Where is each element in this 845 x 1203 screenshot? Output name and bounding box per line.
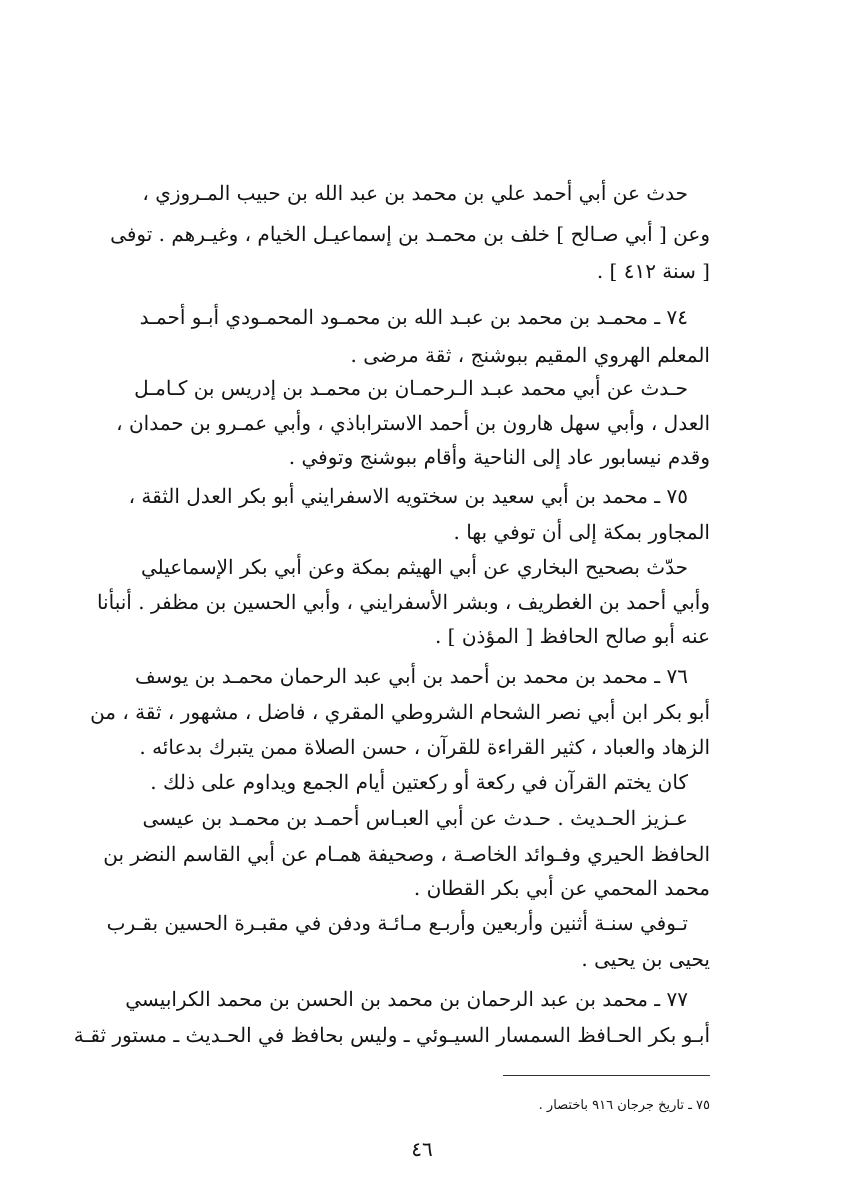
text-line: كان يختم القرآن في ركعة أو ركعتين أيام الجمع ويداوم على ذلك .: [150, 770, 688, 794]
text-line: وقدم نيسابور عاد إلى الناحية وأقام ببوشنج وتوفي .: [288, 445, 710, 469]
text-line: وأبي أحمد بن الغطريف ، وبشر الأسفرايني ، وأبي الحسين بن مظفر . أنبأنا: [96, 590, 710, 614]
text-line: تـوفي سنـة أثنين وأربعين وأربـع مـائـة ودفن في مقبـرة الحسين بقـرب: [106, 911, 688, 935]
footnote-divider: [503, 1075, 710, 1076]
text-line: [ سنة ٤١٢ ] .: [596, 259, 710, 283]
text-line: حـدث عن أبي محمد عبـد الـرحمـان بن محمـد بن إدريس بن كـامـل: [134, 376, 688, 400]
text-line: المعلم الهروي المقيم ببوشنج ، ثقة مرضى .: [350, 343, 710, 367]
text-line: الحافظ الحيري وفـوائد الخاصـة ، وصحيفة همـام عن أبي القاسم النضر بن: [103, 842, 710, 866]
entry-heading-77: ٧٧ ـ محمد بن عبد الرحمان بن محمد بن الحسن بن محمد الكرابيسي: [125, 987, 688, 1011]
text-line: أبو بكر ابن أبي نصر الشحام الشروطي المقري ، فاضل ، مشهور ، ثقة ، من: [90, 700, 710, 724]
text-line: المجاور بمكة إلى أن توفي بها .: [453, 520, 710, 544]
text-line: محمد المحمي عن أبي بكر القطان .: [413, 876, 710, 900]
text-line: يحيى بن يحيى .: [581, 947, 710, 971]
text-line: عـزيز الحـديث . حـدث عن أبي العبـاس أحمـد بن محمـد بن عيسى: [142, 806, 688, 830]
entry-heading-75: ٧٥ ـ محمد بن أبي سعيد بن سختويه الاسفرايني أبو بكر العدل الثقة ،: [128, 484, 688, 508]
text-line: حدّث بصحيح البخاري عن أبي الهيثم بمكة وعن أبي بكر الإسماعيلي: [140, 555, 688, 579]
text-line: الزهاد والعباد ، كثير القراءة للقرآن ، حسن الصلاة ممن يتبرك بدعائه .: [139, 735, 710, 759]
footnote: ٧٥ ـ تاريخ جرجان ٩١٦ باختصار .: [538, 1098, 710, 1113]
text-line: عنه أبو صالح الحافظ [ المؤذن ] .: [434, 624, 710, 648]
entry-heading-76: ٧٦ ـ محمد بن محمد بن أحمد بن أبي عبد الرحمان محمـد بن يوسف: [134, 664, 688, 688]
text-line: حدث عن أبي أحمد علي بن محمد بن عبد الله بن حبيب المـروزي ،: [142, 181, 688, 205]
page-number: ٤٦: [411, 1137, 433, 1161]
text-line: أبـو بكر الحـافظ السمسار السيـوئي ـ وليس بحافظ في الحـديث ـ مستور ثقـة: [73, 1023, 710, 1047]
text-line: وعن [ أبي صـالح ] خلف بن محمـد بن إسماعيـل الخيام ، وغيـرهم . توفى: [110, 222, 710, 246]
entry-heading-74: ٧٤ ـ محمـد بن محمد بن عبـد الله بن محمـود المحمـودي أبـو أحمـد: [139, 305, 688, 329]
text-line: العدل ، وأبي سهل هارون بن أحمد الاستراباذي ، وأبي عمـرو بن حمدان ،: [116, 411, 710, 435]
